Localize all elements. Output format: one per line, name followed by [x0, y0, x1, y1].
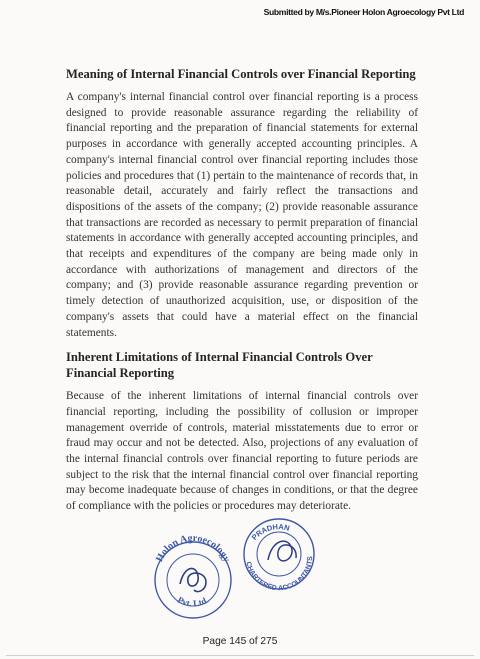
section-heading-meaning: Meaning of Internal Financial Controls over Financial Reporting: [66, 67, 416, 81]
company-seal: [154, 533, 232, 618]
svg-text:Holon Agroecology: [154, 533, 232, 564]
svg-text:Pvt. Ltd.: [176, 595, 210, 609]
auditor-seal-bottom-text: CHARTERED ACCOUNTANTS: [244, 556, 315, 593]
page-number: Page 145 of 275: [202, 636, 278, 647]
bottom-divider: [6, 655, 474, 656]
section-paragraph-limitations: Because of the inherent limitations of internal financial controls over financial reporting, including the possibility of collusion or improper management override of controls, material misstatements due to error or fraud may occur and not be detected. Also, projections of any evaluation of the internal financial controls over financial reporting to future periods are subject to the risk that the internal financial control over financial reporting may become inadequate because of changes in conditions, or that the degree of compliance with the policies or procedures may deteriorate.: [66, 390, 418, 513]
submitted-by-watermark: Submitted by M/s.Pioneer Holon Agroecology Pvt Ltd: [263, 7, 464, 17]
company-seal-bottom-text: Pvt. Ltd.: [175, 594, 211, 609]
section-paragraph-meaning: A company's internal financial control over financial reporting is a process designed to provide reasonable assurance regarding the reliability of financial reporting and the preparation of financial statements for external purposes in accordance with generally accepted accounting principles. A company's internal financial control over financial reporting includes those policies and procedures that (1) pertain to the maintenance of records that, in reasonable detail, accurately and fairly reflect the transactions and dispositions of the assets of the company; (2) provide reasonable assurance that transactions are recorded as necessary to permit preparation of financial statements in accordance with generally accepted accounting principles, and that receipts and expenditures of the company are being made only in accordance with authorizations of management and directors of the company; and (3) provide reasonable assurance regarding prevention or timely detection of unauthorized acquisition, use, or disposition of the company's assets that could have a material effect on the financial statements.: [66, 91, 418, 339]
svg-text:CHARTERED ACCOUNTANTS: [244, 556, 314, 593]
company-seal-top-text: Holon Agroecology: [154, 532, 232, 564]
auditor-signature: [268, 541, 296, 561]
section-heading-limitations: Inherent Limitations of Internal Financial Controls Over Financial Reporting: [66, 350, 373, 381]
company-signature: [180, 568, 206, 591]
auditor-seal: [244, 519, 314, 592]
auditor-seal-top-text: PRADHAN: [249, 522, 291, 542]
document-body: [66, 66, 418, 515]
svg-text:PRADHAN: [250, 522, 291, 542]
